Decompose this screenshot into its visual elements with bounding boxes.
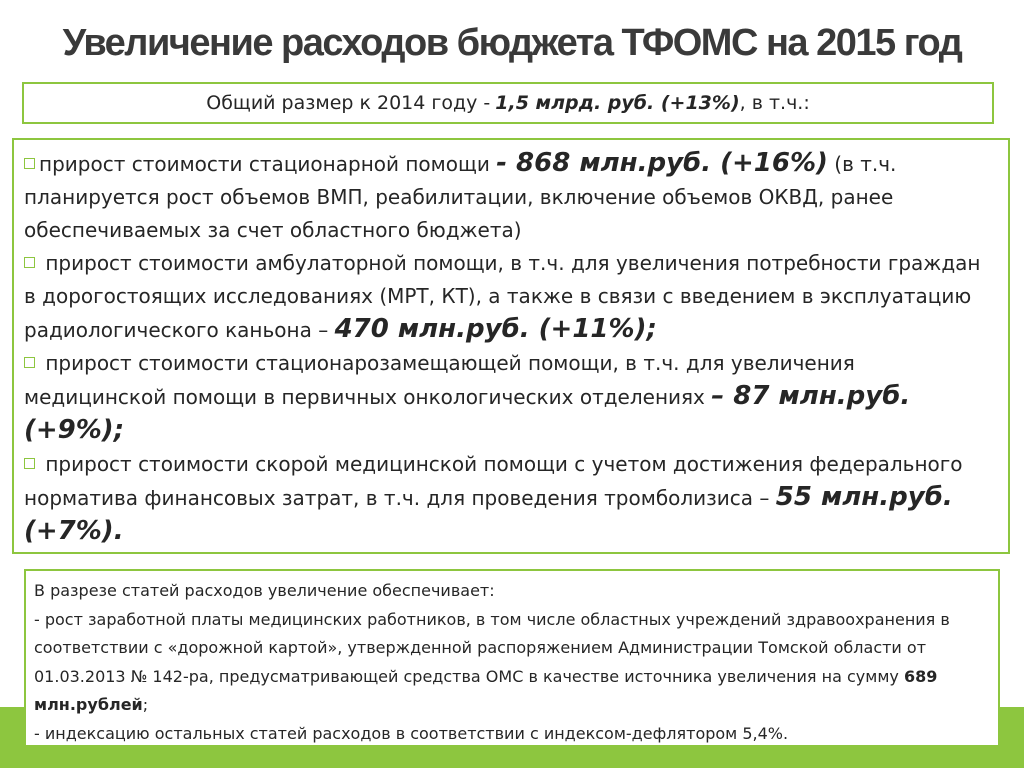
- note-line-intro: В разрезе статей расходов увеличение обеспечивает:: [34, 581, 495, 600]
- square-bullet-icon: [24, 257, 35, 268]
- item-amount: - 868 млн.руб. (+16%): [496, 148, 828, 178]
- item-text: прирост стоимости стационарозамещающей помощи, в т.ч. для увеличения медицинской помощи в первичных онкологических отделениях: [24, 351, 855, 409]
- item-amount: 470 млн.руб. (+11%);: [334, 314, 657, 344]
- list-item-outpatient: [20, 247, 998, 347]
- summary-prefix: Общий размер к 2014 году -: [206, 92, 491, 114]
- note-line-salary: [34, 606, 990, 720]
- list-item-day-care: [20, 347, 998, 448]
- item-text: прирост стоимости стационарной помощи: [39, 152, 497, 176]
- summary-suffix: , в т.ч.:: [739, 92, 810, 114]
- summary-highlight: 1,5 млрд. руб. (+13%): [495, 92, 740, 114]
- growth-items-box: [12, 138, 1010, 554]
- item-text: прирост стоимости амбулаторной помощи, в т.ч. для увеличения потребности граждан в дорогостоящих исследованиях (МРТ, КТ), а также в связи с введением в эксплуатацию радиологического каньона –: [24, 251, 981, 342]
- note-line-indexation: - индексацию остальных статей расходов в соответствии с индексом-дефлятором 5,4%.: [34, 723, 789, 743]
- note-salary-end: ;: [142, 695, 149, 715]
- square-bullet-icon: [24, 357, 35, 368]
- item-text: прирост стоимости скорой медицинской помощи с учетом достижения федерального норматива финансовых затрат, в т.ч. для проведения тромболизиса –: [24, 452, 963, 510]
- slide-title: Увеличение расходов бюджета ТФОМС на 2015 год: [62, 22, 962, 64]
- item-text-after: (в т.ч. планируется рост объемов ВМП, реабилитации, включение объемов ОКВД, ранее обеспечиваемых за счет областного бюджета): [24, 152, 897, 242]
- square-bullet-icon: [24, 458, 35, 469]
- summary-box: [22, 82, 994, 124]
- item-amount: 55 млн.руб. (+7%).: [24, 482, 953, 546]
- list-item-emergency: [20, 448, 998, 549]
- list-item-inpatient: [20, 147, 998, 247]
- item-amount: – 87 млн.руб. (+9%);: [24, 381, 911, 445]
- expense-note-box: [24, 569, 1000, 747]
- square-bullet-icon: [24, 158, 35, 169]
- note-salary-text: - рост заработной платы медицинских работников, в том числе областных учреждений здравоохранения в соответствии с «дорожной картой», утвержденной распоряжением Администрации Томской области от 01.03.2013 № 142-ра, предусматривающей средства ОМС в качестве источника увеличения на сумму: [34, 609, 950, 686]
- note-salary-amount: 689 млн.рублей: [34, 666, 938, 715]
